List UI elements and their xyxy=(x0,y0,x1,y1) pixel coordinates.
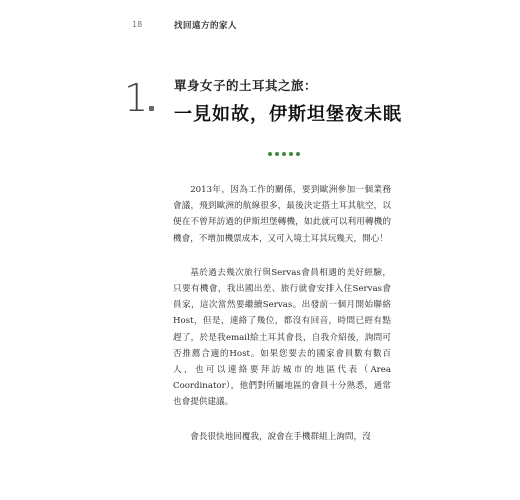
ornament-dot xyxy=(282,152,286,156)
section-ornament xyxy=(268,152,300,156)
chapter-title: 一見如故，伊斯坦堡夜未眠 xyxy=(174,104,402,125)
chapter-heading xyxy=(0,76,520,146)
ornament-dot xyxy=(268,152,272,156)
page-number: 18 xyxy=(132,20,143,29)
body-text xyxy=(173,182,391,445)
chapter-number: 1 xyxy=(124,76,149,120)
page-header xyxy=(0,20,520,36)
chapter-subtitle: 單身女子的土耳其之旅： xyxy=(174,78,318,93)
paragraph: 會長很快地回覆我，說會在手機群組上詢問，沒 xyxy=(190,431,371,442)
paragraph: 2013年，因為工作的關係，要到歐洲參加一個業務會議，飛到歐洲的航線很多，最後決定搭土耳其航空，以便在不曾拜訪過的伊斯坦堡轉機，如此就可以利用轉機的機會，不增加機票成本，又可入境土耳其玩幾天，開心！ xyxy=(173,185,391,244)
ornament-dot xyxy=(275,152,279,156)
running-title: 找回遠方的家人 xyxy=(174,21,238,31)
chapter-number-dot xyxy=(149,106,154,111)
ornament-dot xyxy=(296,152,300,156)
ornament-dot xyxy=(289,152,293,156)
paragraph: 基於過去幾次旅行與Servas會員相遇的美好經驗，只要有機會，我出國出差、旅行就會安排入住Servas會員家，這次當然要繼續Servas。出發前一個月開始聯絡Host，但是，連絡了幾位，都沒有回音，時間已經有點趕了，於是我email給土耳其會長，自我介紹後，詢問可否推薦合適的Host。如果您要去的國家會員數有數百人，也可以連絡要拜訪城市的地區代表（Area Coordinator），他們對所屬地區的會員十分熟悉，通常也會提供建議。 xyxy=(173,267,391,408)
